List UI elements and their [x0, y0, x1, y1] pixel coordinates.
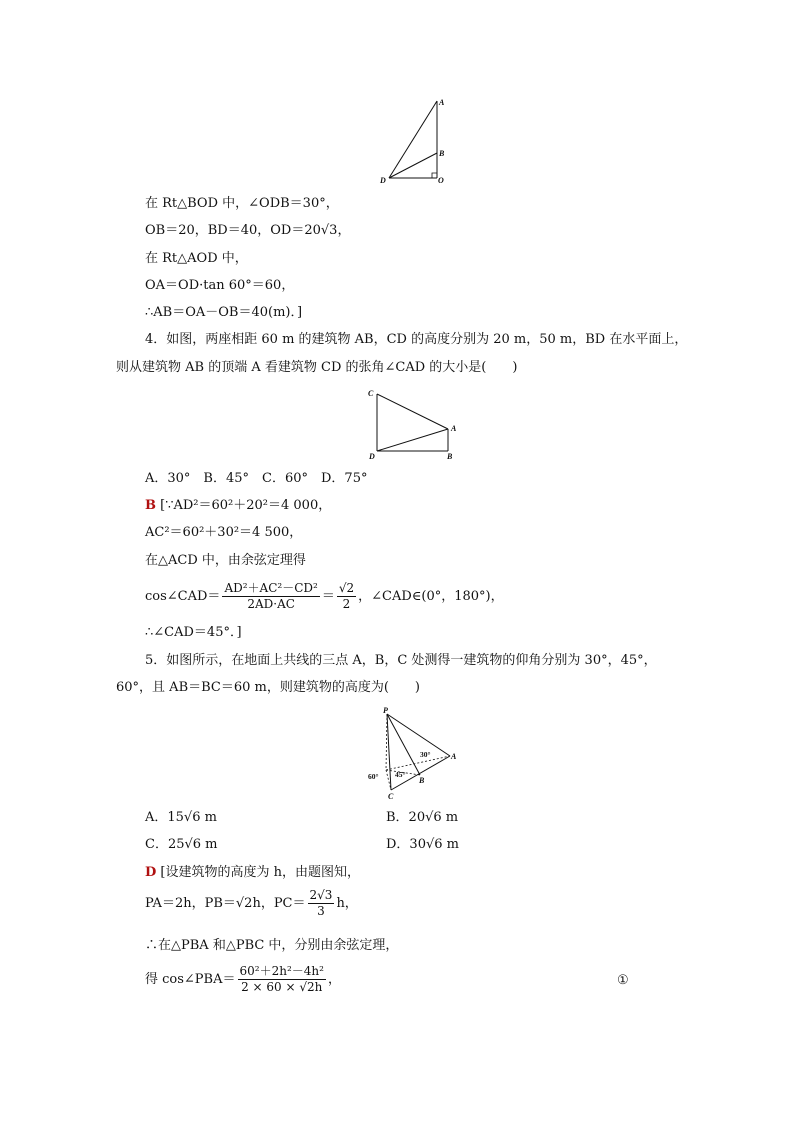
sol3-line4: OA＝OD·tan 60°＝60，	[145, 278, 295, 293]
segment-P-foot	[386, 714, 387, 770]
angle-45: 45°	[395, 770, 406, 779]
segment-PC	[387, 714, 391, 790]
sol3-line5: ∴AB＝OA－OB＝40(m)．]	[145, 305, 303, 320]
cos-fraction	[222, 581, 319, 612]
q4-sol5: ∴∠CAD＝45°．]	[145, 625, 242, 640]
q5-option-D: D．30√6 m	[386, 837, 459, 852]
right-angle-mark	[432, 173, 437, 178]
q4-cos-formula	[145, 581, 504, 612]
label-C: C	[368, 389, 374, 398]
pba-numerator: 60²＋2h²－4h²	[239, 964, 324, 978]
q5-option-B: B．20√6 m	[386, 810, 459, 825]
q4-solution-line1	[145, 497, 331, 515]
segment-DB	[389, 153, 437, 178]
q4-sol2: AC²＝60²＋30²＝4 500，	[145, 525, 303, 540]
cos-numerator: AD²＋AC²－CD²	[224, 581, 318, 595]
sol3-line1: 在 Rt△BOD 中，∠ODB＝30°，	[145, 196, 339, 211]
pba-denominator: 2 × 60 × √2h	[241, 980, 323, 994]
q4-options: A．30° B．45° C．60° D．75°	[145, 471, 368, 486]
figure-triangle-ABOD	[375, 94, 455, 186]
q5-sol2-a: PA＝2h，PB＝√2h，PC＝	[145, 896, 306, 911]
equals-sign: ＝	[321, 589, 335, 604]
q5-cos-prefix: 得 cos∠PBA＝	[145, 972, 236, 987]
cos-suffix: ，∠CAD∈(0°，180°)，	[358, 589, 504, 604]
angle-30: 30°	[420, 750, 431, 759]
q4-answer: B	[145, 498, 156, 513]
segment-PA	[387, 714, 450, 756]
segment-DA	[377, 429, 448, 451]
label-A: A	[451, 424, 457, 433]
sol3-line2: OB＝20，BD＝40，OD＝20√3，	[145, 223, 351, 238]
pc-fraction	[308, 888, 335, 919]
q5-option-A: A．15√6 m	[145, 810, 217, 825]
label-B: B	[419, 776, 425, 785]
angle-60: 60°	[368, 772, 379, 781]
label-A: A	[451, 752, 457, 761]
figure-buildings-ABCD	[362, 384, 466, 464]
label-D: D	[369, 452, 375, 461]
root2-denominator: 2	[342, 597, 351, 611]
label-B: B	[439, 149, 445, 158]
figure-pyramid-PABC	[362, 704, 464, 804]
q5-option-C: C．25√6 m	[145, 837, 218, 852]
sol3-line3: 在 Rt△AOD 中，	[145, 251, 248, 266]
cos-denominator: 2AD·AC	[247, 597, 295, 611]
label-O: O	[438, 176, 444, 185]
q5-cos-formula	[145, 963, 341, 997]
pba-fraction	[238, 964, 326, 995]
q5-cos-suffix: ，	[327, 972, 341, 987]
label-C: C	[388, 792, 394, 801]
q4-stem-line2: 则从建筑物 AB 的顶端 A 看建筑物 CD 的张角∠CAD 的大小是( )	[116, 360, 518, 375]
label-A: A	[439, 98, 445, 107]
label-P: P	[383, 706, 388, 715]
equation-marker: ①	[617, 973, 629, 988]
segment-DA	[389, 101, 437, 178]
pc-numerator: 2√3	[309, 888, 333, 902]
segment-foot-A	[386, 756, 450, 770]
root2-numerator: √2	[338, 581, 355, 595]
label-B: B	[447, 452, 453, 461]
q5-stem-line2: 60°，且 AB＝BC＝60 m，则建筑物的高度为( )	[116, 680, 421, 695]
q5-sol2	[145, 888, 358, 919]
q5-stem-line1: 5．如图所示，在地面上共线的三点 A，B，C 处测得一建筑物的仰角分别为 30°，45°，	[145, 653, 657, 668]
q4-stem-line1: 4．如图，两座相距 60 m 的建筑物 AB，CD 的高度分别为 20 m，50 m，BD 在水平面上，	[145, 332, 688, 347]
segment-CA	[377, 394, 448, 429]
q5-sol3: ∴在△PBA 和△PBC 中，分别由余弦定理，	[145, 938, 399, 953]
q4-sol1: [∵AD²＝60²＋20²＝4 000，	[160, 498, 332, 513]
root2-fraction	[337, 581, 356, 612]
label-D: D	[380, 176, 386, 185]
q5-sol1: [设建筑物的高度为 h，由题图知，	[160, 865, 360, 880]
q4-sol3: 在△ACD 中，由余弦定理得	[145, 553, 306, 568]
pc-denominator: 3	[317, 904, 325, 918]
cos-prefix: cos∠CAD＝	[145, 589, 221, 604]
q5-sol2-b: h，	[336, 896, 358, 911]
q5-answer: D	[145, 865, 157, 880]
q5-solution-line1	[145, 864, 360, 882]
